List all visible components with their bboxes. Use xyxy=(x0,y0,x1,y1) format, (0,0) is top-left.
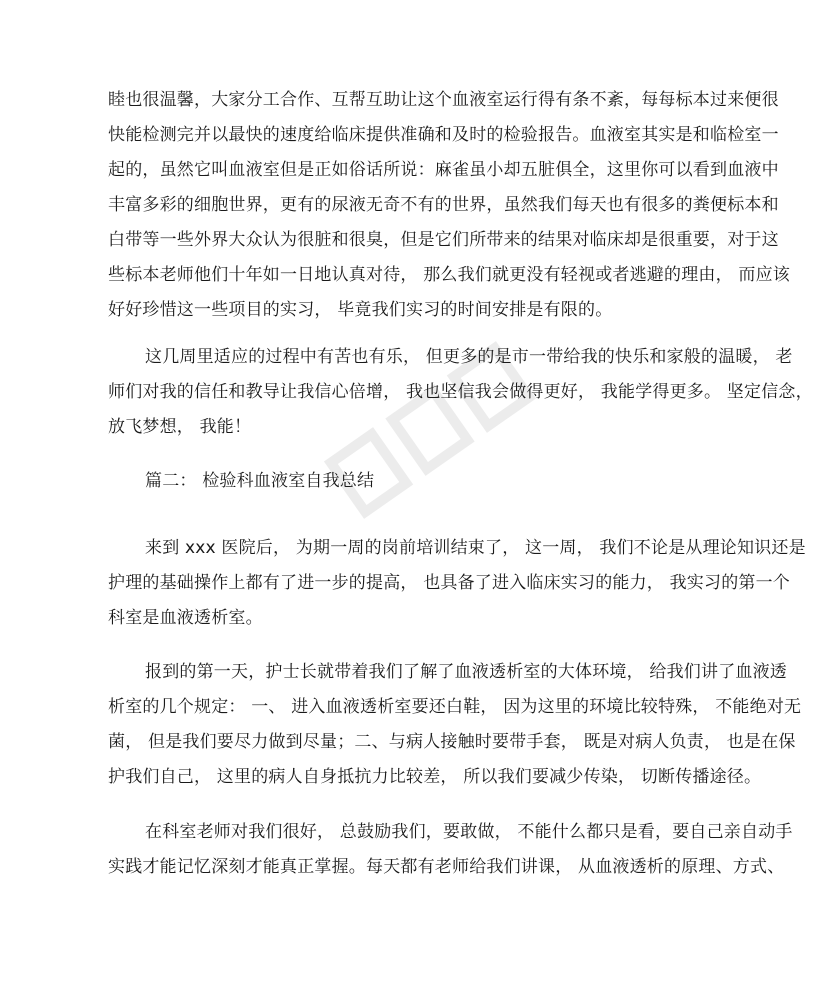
paragraph-5-line-2: 实践才能记忆深刻才能真正掌握。每天都有老师给我们讲课， 从血液透析的原理、方式、 xyxy=(108,857,785,877)
paragraph-2-line-3: 放飞梦想， 我能！ xyxy=(108,417,252,437)
paragraph-4-line-1: 报到的第一天，护士长就带着我们了解了血液透析室的大体环境， 给我们讲了血液透 xyxy=(145,662,788,682)
paragraph-3-line-2: 护理的基础操作上都有了进一步的提高， 也具备了进入临床实习的能力， 我实习的第一个 xyxy=(108,573,791,593)
paragraph-1-line-6: 些标本老师他们十年如一日地认真对待， 那么我们就更没有轻视或者逃避的理由， 而应该 xyxy=(108,265,791,285)
paragraph-1-line-2: 快能检测完并以最快的速度给临床提供准确和及时的检验报告。血液室其实是和临检室一 xyxy=(108,125,779,145)
paragraph-4-line-2: 析室的几个规定： 一、 进入血液透析室要还白鞋， 因为这里的环境比较特殊， 不能绝对无 xyxy=(108,697,802,717)
paragraph-1-line-4: 丰富多彩的细胞世界，更有的尿液无奇不有的世界，虽然我们每天也有很多的粪便标本和 xyxy=(108,195,779,215)
paragraph-1-line-3: 起的，虽然它叫血液室但是正如俗话所说：麻雀虽小却五脏俱全，这里你可以看到血液中 xyxy=(108,160,779,180)
paragraph-1-line-7: 好好珍惜这一些项目的实习， 毕竟我们实习的时间安排是有限的。 xyxy=(108,300,613,320)
paragraph-4-line-3: 菌， 但是我们要尽力做到尽量；二、与病人接触时要带手套， 既是对病人负责， 也是在保 xyxy=(108,732,796,752)
paragraph-3-line-3: 科室是血液透析室。 xyxy=(108,608,263,628)
paragraph-5-line-1: 在科室老师对我们很好， 总鼓励我们，要敢做， 不能什么都只是看，要自己亲自动手 xyxy=(145,822,793,842)
paragraph-3-line-1: 来到 xxx 医院后， 为期一周的岗前培训结束了， 这一周， 我们不论是从理论知识还是 xyxy=(145,538,806,558)
paragraph-4-line-4: 护我们自己， 这里的病人自身抵抗力比较差， 所以我们要减少传染， 切断传播途径。 xyxy=(108,767,762,787)
paragraph-2-line-2: 师们对我的信任和教导让我信心倍增， 我也坚信我会做得更好， 我能学得更多。 坚定信念， xyxy=(108,382,813,402)
section-heading: 篇二： 检验科血液室自我总结 xyxy=(145,471,375,491)
paragraph-1-line-5: 白带等一些外界大众认为很脏和很臭，但是它们所带来的结果对临床却是很重要，对于这 xyxy=(108,230,779,250)
paragraph-2-line-1: 这几周里适应的过程中有苦也有乐， 但更多的是市一带给我的快乐和家般的温暖， 老 xyxy=(145,347,793,367)
paragraph-1-line-1: 睦也很温馨，大家分工合作、互帮互助让这个血液室运行得有条不紊，每每标本过来便很 xyxy=(108,90,779,110)
